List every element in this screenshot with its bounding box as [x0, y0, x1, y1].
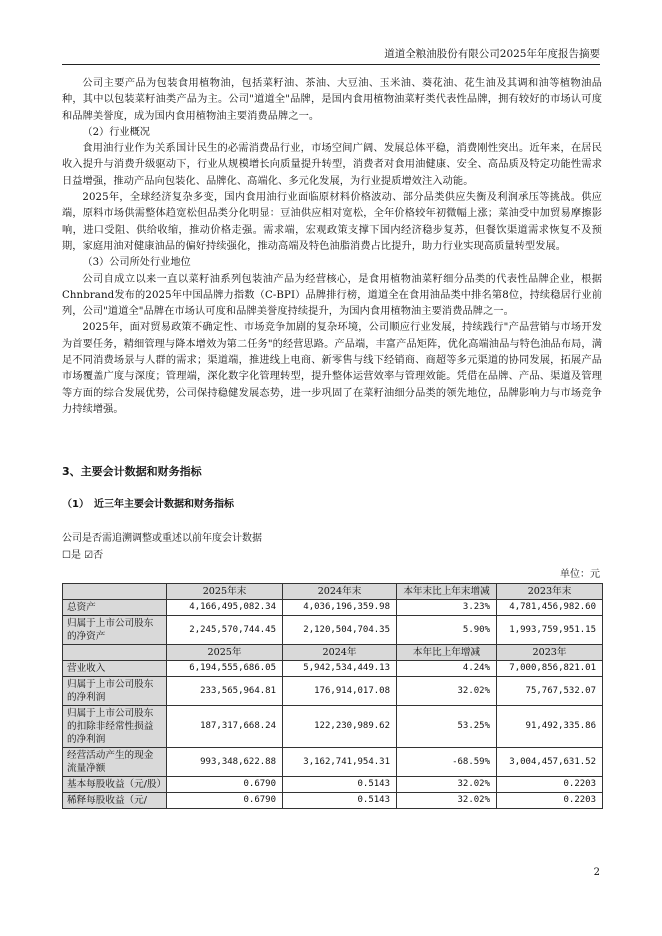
restate-note: 公司是否需追溯调整或重述以前年度会计数据 — [62, 533, 262, 544]
table-cell: 0.5143 — [283, 793, 397, 809]
table-cell: 5.90% — [397, 616, 497, 645]
table-row — [63, 793, 603, 809]
table-row — [63, 706, 603, 748]
table-cell: 993,348,622.88 — [167, 748, 283, 777]
table-cell: 4,166,495,082.34 — [167, 600, 283, 616]
table-row-label: 营业收入 — [63, 661, 167, 677]
table-cell: 1,993,759,951.15 — [497, 616, 603, 645]
table-cell: 4,781,456,982.60 — [497, 600, 603, 616]
unit-label: 单位：元 — [560, 569, 600, 580]
table-row — [63, 616, 603, 645]
table-cell: 7,000,856,821.01 — [497, 661, 603, 677]
table-row-label: 归属于上市公司股东的净资产 — [63, 616, 167, 645]
table-header-row — [63, 584, 603, 600]
table-cell: 0.2203 — [497, 777, 603, 793]
table-cell: 32.02% — [397, 793, 497, 809]
table-cell: 233,565,964.81 — [167, 677, 283, 706]
table-cell: 122,230,989.62 — [283, 706, 397, 748]
paragraph-products: 公司主要产品为包装食用植物油，包括菜籽油、茶油、大豆油、玉米油、葵花油、花生油及其调和油等植物油品种，其中以包装菜籽油类产品为主。公司"道道全"品牌，是国内食用植物油菜籽类代表性品牌，拥有较好的市场认可度和品牌美誉度，成为国内食用植物油主要消费品牌之一。 — [62, 78, 602, 122]
table-cell: 32.02% — [397, 777, 497, 793]
report-header-title: 道道全粮油股份有限公司2025年年度报告摘要 — [384, 48, 600, 60]
table-cell: 187,317,668.24 — [167, 706, 283, 748]
table-cell: -68.59% — [397, 748, 497, 777]
table-row — [63, 777, 603, 793]
section-title: 3、主要会计数据和财务指标 — [62, 465, 202, 478]
paragraph-industry: 食用油行业作为关系国计民生的必需消费品行业，市场空间广阔、发展总体平稳，消费刚性突出。近年来，在居民收入提升与消费升级驱动下，行业从规模增长向质量提升转型，消费者对食用油健康、安全、高品质及特定功能性需求日益增强，推动产品向包装化、品牌化、高端化、多元化发展，为行业提质增效注入动能。 — [62, 143, 602, 187]
paragraph-2025-strategy: 2025年，面对贸易政策不确定性、市场竞争加剧的复杂环境，公司顺应行业发展，持续践行"产品营销与市场开发为首要任务，精细管理与降本增效为第二任务"的经营思路。产品端，丰富产品矩阵，优化高端油品与特色油品布局，满足不同消费场景与人群的需求；渠道端，推进线上电商、新零售与线下经销商、商超等多元渠道的协同发展，拓展产品市场覆盖广度与深度；管理端，深化数字化管理转型，提升整体运营效率与管理效能。凭借在品牌、产品、渠道及管理等方面的综合发展优势，公司保持稳健发展态势，进一步巩固了在菜籽油细分品类的领先地位，品牌影响力与市场竞争力持续增强。 — [62, 322, 602, 415]
table-cell: 3,162,741,954.31 — [283, 748, 397, 777]
table-cell: 3,004,457,631.52 — [497, 748, 603, 777]
table-cell: 3.23% — [397, 600, 497, 616]
report-header — [62, 44, 600, 65]
table-cell: 0.6790 — [167, 793, 283, 809]
table-cell: 91,492,335.86 — [497, 706, 603, 748]
table-header-cell: 2023年 — [497, 645, 603, 661]
paragraph-position: 公司自成立以来一直以菜籽油系列包装油产品为经营核心，是食用植物油菜籽细分品类的代表性品牌企业，根据Chnbrand发布的2025年中国品牌力指数（C-BPI）品牌排行榜，道道全在食用油品类中排名第8位，持续稳居行业前列，公司"道道全"品牌在市场认可度和品牌美誉度持续提升，为国内食用植物油主要消费品牌之一。 — [62, 273, 602, 318]
table-cell: 5,942,534,449.13 — [283, 661, 397, 677]
table-header-cell: 2024年末 — [283, 584, 397, 600]
table-header-cell: 2024年 — [283, 645, 397, 661]
table-header-cell: 本年比上年增减 — [397, 645, 497, 661]
table-cell: 2,245,570,744.45 — [167, 616, 283, 645]
table-cell: 4,036,196,359.98 — [283, 600, 397, 616]
table-cell: 6,194,555,686.05 — [167, 661, 283, 677]
paragraph-2025-market: 2025年，全球经济复杂多变，国内食用油行业面临原材料价格波动、部分品类供应失衡及利润承压等挑战。供应端，原料市场供需整体趋宽松但品类分化明显：豆油供应相对宽松，全年价格较年初微幅上涨；菜油受中加贸易摩擦影响，进口受阻、供给收缩，推动价格走强。需求端，宏观政策支撑下国内经济稳步复苏，但餐饮渠道需求恢复不及预期，家庭用油对健康油品的偏好持续强化，推动高端及特色油脂消费占比提升，助力行业实现高质量转型发展。 — [62, 192, 602, 252]
table-row-label: 稀释每股收益（元/ — [63, 793, 167, 809]
page-number: 2 — [593, 867, 600, 878]
table-header-row — [63, 645, 603, 661]
table-row — [63, 677, 603, 706]
table-header-cell — [63, 645, 167, 661]
table-cell: 0.2203 — [497, 793, 603, 809]
financial-table — [62, 583, 603, 809]
table-row — [63, 748, 603, 777]
table-header-cell: 2023年末 — [497, 584, 603, 600]
table-cell: 32.02% — [397, 677, 497, 706]
table-cell: 75,767,532.07 — [497, 677, 603, 706]
table-header-cell — [63, 584, 167, 600]
heading-industry-overview: （2）行业概况 — [82, 126, 150, 138]
table-cell: 2,120,504,704.35 — [283, 616, 397, 645]
heading-industry-position: （3）公司所处行业地位 — [82, 257, 191, 269]
table-cell: 0.5143 — [283, 777, 397, 793]
table-row-label: 总资产 — [63, 600, 167, 616]
table-row-label: 经营活动产生的现金流量净额 — [63, 748, 167, 777]
body-text — [62, 76, 602, 418]
table-row — [63, 600, 603, 616]
table-row — [63, 661, 603, 677]
restate-choice: ☐是 ☑否 — [62, 550, 104, 561]
table-row-label: 归属于上市公司股东的净利润 — [63, 677, 167, 706]
subsection-title: （1） 近三年主要会计数据和财务指标 — [62, 499, 234, 510]
table-cell: 0.6790 — [167, 777, 283, 793]
table-row-label: 基本每股收益（元/股） — [63, 777, 167, 793]
table-cell: 4.24% — [397, 661, 497, 677]
table-cell: 53.25% — [397, 706, 497, 748]
table-header-cell: 2025年 — [167, 645, 283, 661]
table-header-cell: 2025年末 — [167, 584, 283, 600]
table-header-cell: 本年末比上年末增减 — [397, 584, 497, 600]
table-row-label: 归属于上市公司股东的扣除非经常性损益的净利润 — [63, 706, 167, 748]
table-cell: 176,914,017.08 — [283, 677, 397, 706]
